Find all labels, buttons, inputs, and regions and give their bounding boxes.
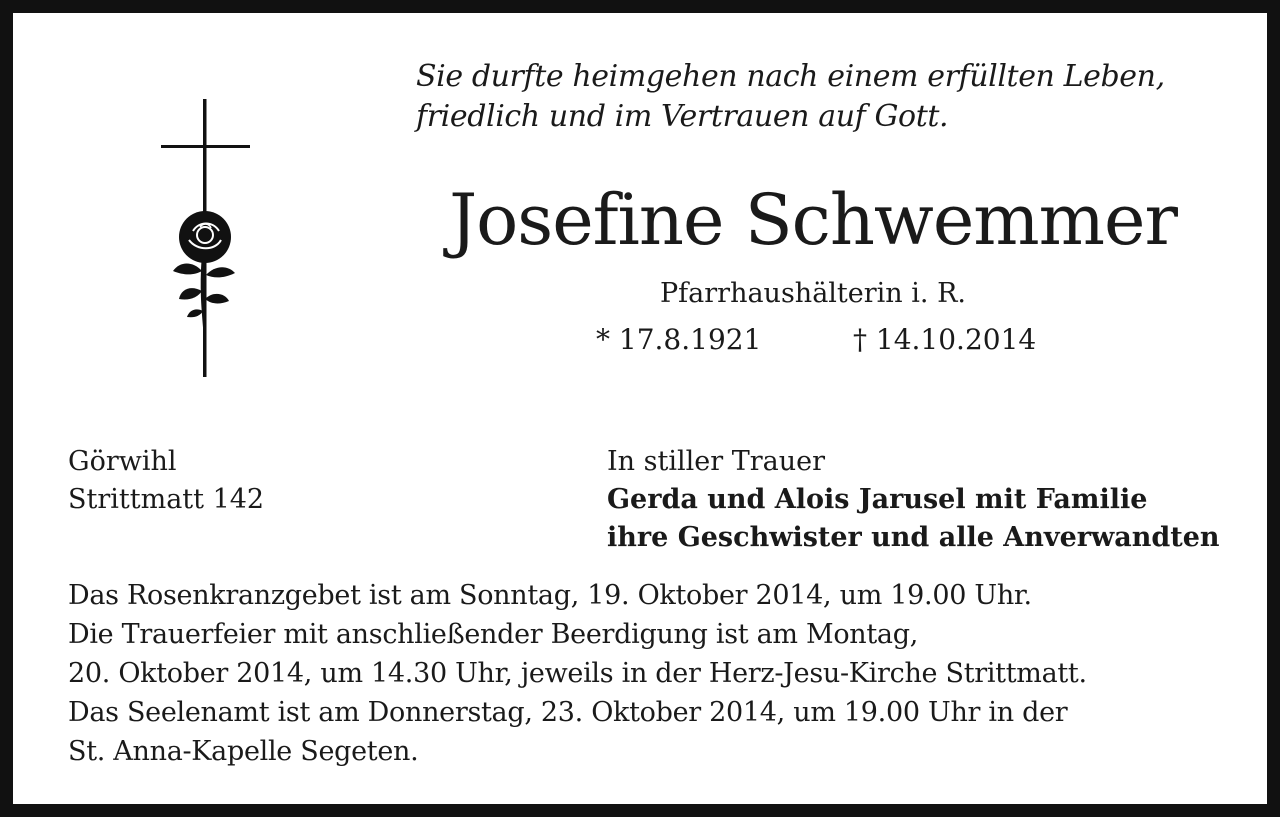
cross-with-rose-emblem [153,95,263,381]
service-line: Das Rosenkranzgebet ist am Sonntag, 19. Oktober 2014, um 19.00 Uhr. [68,580,1032,611]
service-details [68,576,1087,771]
residence-line: Strittmatt 142 [68,484,265,515]
service-line: St. Anna-Kapelle Segeten. [68,736,419,767]
motto-verse [416,57,1165,137]
residence-line: Görwihl [68,446,177,477]
service-line: Das Seelenamt ist am Donnerstag, 23. Oktober 2014, um 19.00 Uhr in der [68,697,1068,728]
mourner-line: ihre Geschwister und alle Anverwandten [607,522,1220,553]
deceased-name: Josefine Schwemmer [449,179,1177,261]
death-date: † 14.10.2014 [853,323,1037,356]
service-line: Die Trauerfeier mit anschließender Beerdigung ist am Montag, [68,619,918,650]
mourners-block [607,443,1220,557]
mourner-line: Gerda und Alois Jarusel mit Familie [607,484,1148,515]
birth-date: * 17.8.1921 [596,323,762,356]
occupation: Pfarrhaushälterin i. R. [660,278,966,309]
motto-line: friedlich und im Vertrauen auf Gott. [416,99,949,134]
service-line: 20. Oktober 2014, um 14.30 Uhr, jeweils in der Herz-Jesu-Kirche Strittmatt. [68,658,1087,689]
residence [68,443,264,519]
mourning-intro: In stiller Trauer [607,446,826,477]
motto-line: Sie durfte heimgehen nach einem erfüllten Leben, [416,59,1165,94]
